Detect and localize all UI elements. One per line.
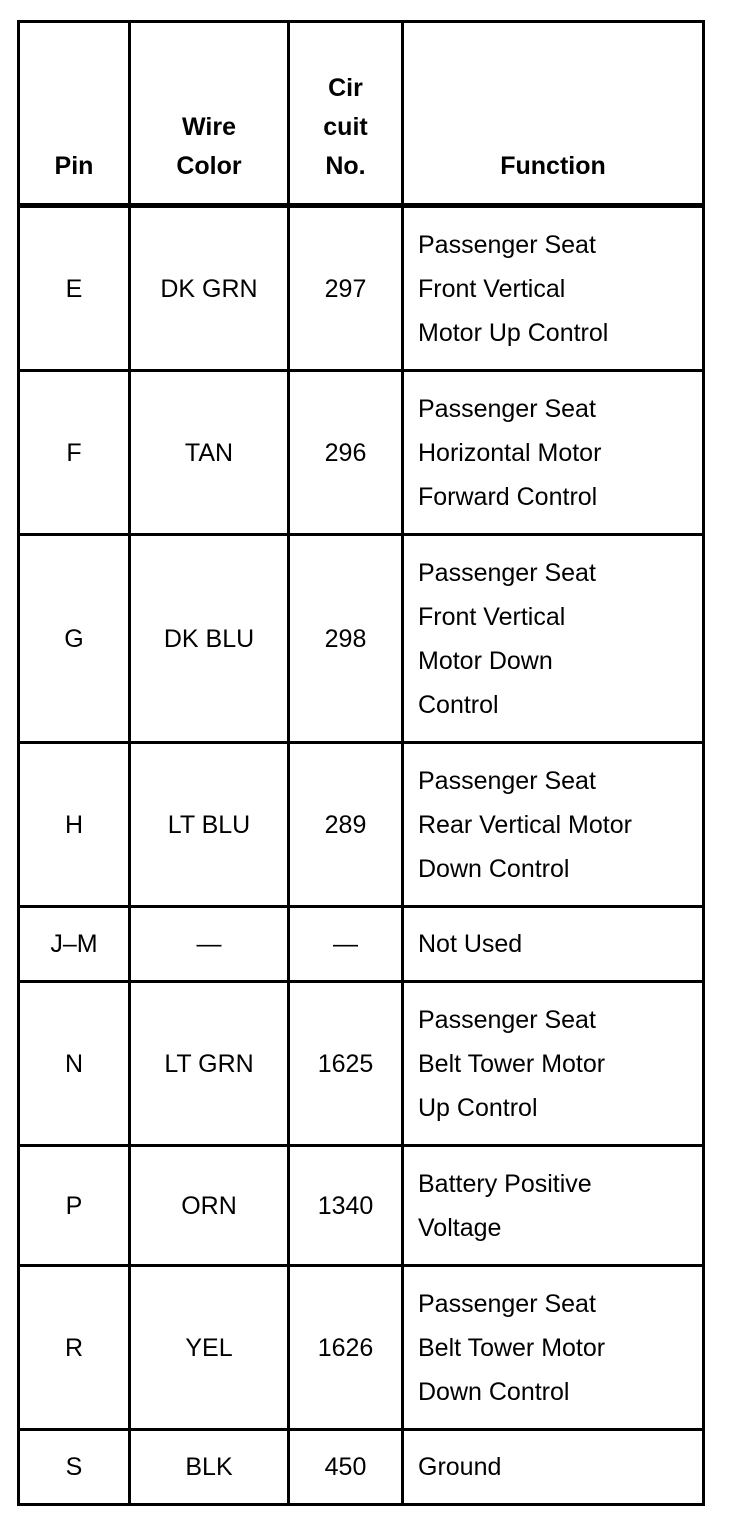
table-body — [19, 206, 704, 1505]
function-line: Battery Positive — [418, 1169, 592, 1198]
header-wire-color-line: Color — [176, 152, 242, 180]
table-row — [19, 1146, 704, 1266]
table-row — [19, 535, 704, 743]
function-line: Down Control — [418, 854, 570, 883]
function-line: Front Vertical — [418, 274, 566, 303]
function-line: Belt Tower Motor — [418, 1333, 606, 1362]
cell-function — [403, 371, 704, 535]
cell-wire-color: ORN — [130, 1146, 289, 1266]
cell-function — [403, 743, 704, 907]
function-line: Passenger Seat — [418, 230, 596, 259]
cell-wire-color: DK BLU — [130, 535, 289, 743]
function-line: Down Control — [418, 1377, 570, 1406]
cell-wire-color: BLK — [130, 1430, 289, 1505]
table-row — [19, 743, 704, 907]
header-wire-color — [130, 22, 289, 206]
function-line: Rear Vertical Motor — [418, 810, 632, 839]
cell-wire-color: — — [130, 907, 289, 982]
table-row — [19, 206, 704, 371]
cell-pin: P — [19, 1146, 130, 1266]
function-line: Passenger Seat — [418, 394, 596, 423]
function-line: Belt Tower Motor — [418, 1049, 606, 1078]
header-pin — [19, 22, 130, 206]
cell-circuit-no: 289 — [289, 743, 403, 907]
function-line: Passenger Seat — [418, 1005, 596, 1034]
cell-wire-color: LT GRN — [130, 982, 289, 1146]
header-wire-color-line: Wire — [182, 113, 236, 141]
table-row — [19, 982, 704, 1146]
cell-function — [403, 1146, 704, 1266]
cell-pin: N — [19, 982, 130, 1146]
cell-function — [403, 1266, 704, 1430]
header-function-line: Function — [500, 152, 606, 180]
cell-function — [403, 535, 704, 743]
header-circuit-no-line: Cir — [328, 74, 363, 102]
cell-function — [403, 206, 704, 371]
header-pin-line: Pin — [54, 152, 94, 180]
cell-pin: E — [19, 206, 130, 371]
cell-pin: J–M — [19, 907, 130, 982]
function-line: Not Used — [418, 930, 523, 958]
cell-circuit-no: 1340 — [289, 1146, 403, 1266]
cell-wire-color: TAN — [130, 371, 289, 535]
cell-function — [403, 1430, 704, 1505]
cell-wire-color: LT BLU — [130, 743, 289, 907]
cell-circuit-no: 1626 — [289, 1266, 403, 1430]
cell-circuit-no: — — [289, 907, 403, 982]
cell-function — [403, 907, 704, 982]
function-line: Control — [418, 690, 499, 719]
function-line: Voltage — [418, 1213, 502, 1242]
cell-pin: S — [19, 1430, 130, 1505]
function-line: Passenger Seat — [418, 1289, 596, 1318]
table-row — [19, 371, 704, 535]
header-circuit-no-line: No. — [325, 152, 366, 180]
cell-circuit-no: 450 — [289, 1430, 403, 1505]
header-function — [403, 22, 704, 206]
header-row — [19, 22, 704, 206]
cell-wire-color: YEL — [130, 1266, 289, 1430]
cell-function — [403, 982, 704, 1146]
cell-pin: R — [19, 1266, 130, 1430]
function-line: Motor Up Control — [418, 318, 609, 347]
header-circuit-no — [289, 22, 403, 206]
function-line: Passenger Seat — [418, 766, 596, 795]
cell-pin: F — [19, 371, 130, 535]
connector-pinout-table — [17, 20, 705, 1506]
header-circuit-no-line: cuit — [323, 113, 368, 141]
cell-circuit-no: 298 — [289, 535, 403, 743]
cell-pin: H — [19, 743, 130, 907]
function-line: Horizontal Motor — [418, 438, 602, 467]
function-line: Forward Control — [418, 482, 598, 511]
cell-circuit-no: 1625 — [289, 982, 403, 1146]
cell-pin: G — [19, 535, 130, 743]
cell-circuit-no: 297 — [289, 206, 403, 371]
table-row — [19, 907, 704, 982]
function-line: Ground — [418, 1453, 502, 1481]
function-line: Passenger Seat — [418, 558, 596, 587]
function-line: Front Vertical — [418, 602, 566, 631]
function-line: Up Control — [418, 1093, 538, 1122]
table-row — [19, 1430, 704, 1505]
cell-circuit-no: 296 — [289, 371, 403, 535]
cell-wire-color: DK GRN — [130, 206, 289, 371]
table-row — [19, 1266, 704, 1430]
function-line: Motor Down — [418, 646, 553, 675]
